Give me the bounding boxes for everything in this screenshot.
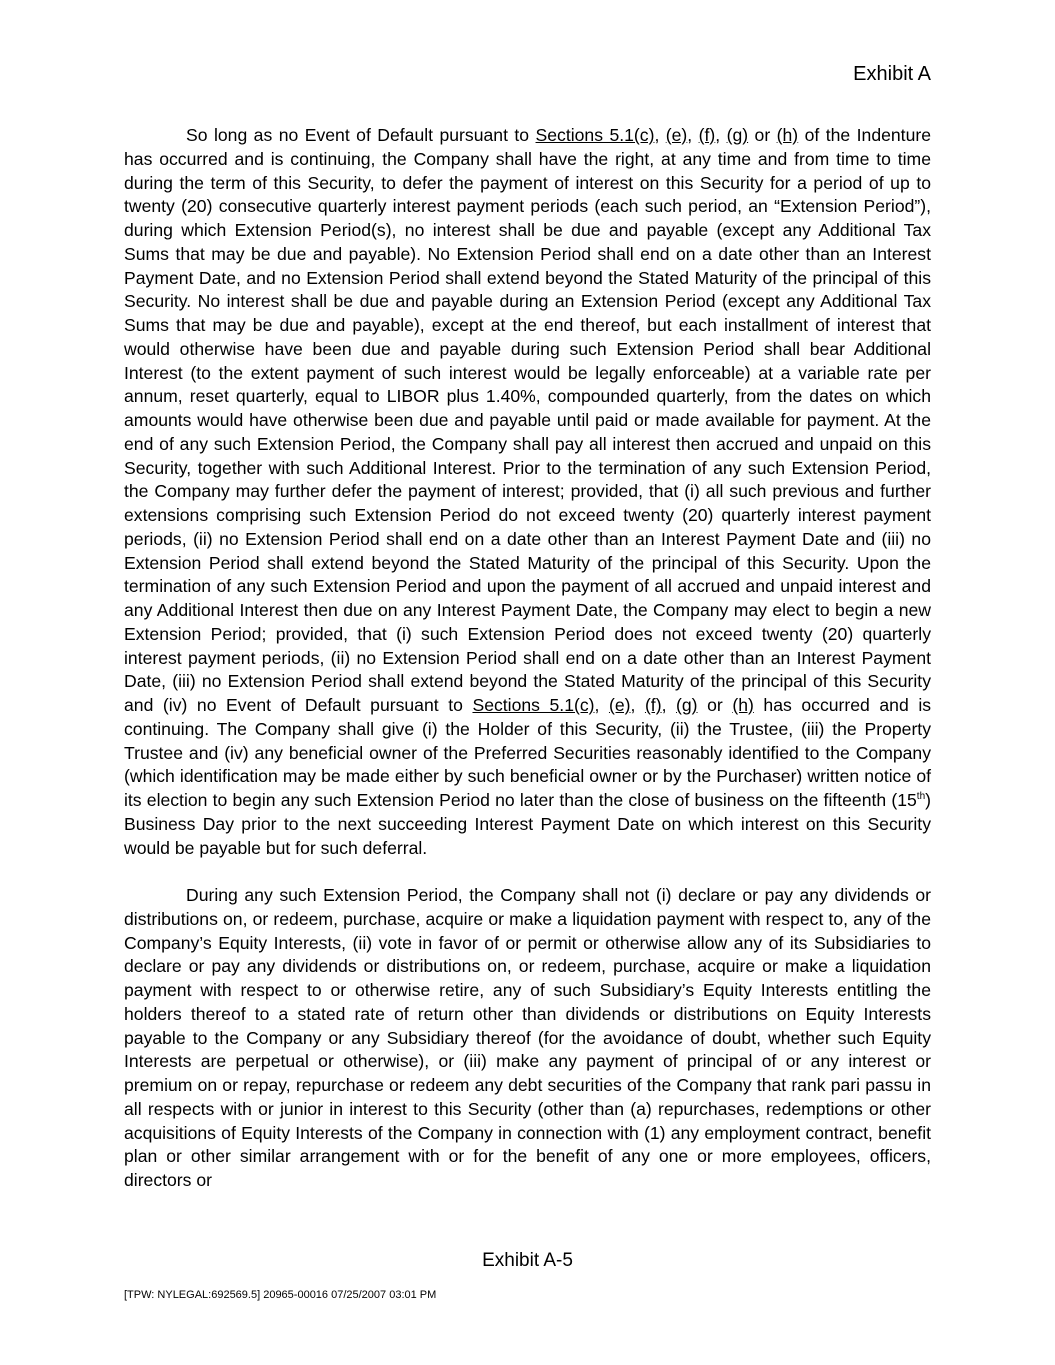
section-reference: (g) — [676, 695, 698, 715]
separator: , — [654, 125, 666, 145]
document-body — [124, 124, 931, 1193]
exhibit-header: Exhibit A — [853, 63, 931, 85]
section-reference: (h) — [732, 695, 754, 715]
section-reference: Sections 5.1(c) — [472, 695, 595, 715]
section-reference: (e) — [608, 695, 631, 715]
separator: or — [697, 695, 733, 715]
section-reference: (f) — [698, 125, 716, 145]
separator: , — [630, 695, 645, 715]
section-reference: (g) — [726, 125, 749, 145]
paragraph-text: ) Business Day prior to the next succeeding Interest Payment Date on which interest on this Security would be payable but for such deferral. — [124, 790, 931, 858]
separator: , — [715, 125, 727, 145]
separator: or — [748, 125, 777, 145]
paragraph-text: of the Indenture has occurred and is continuing, the Company shall have the right, at any time and from time to time during the term of this Security, to defer the payment of interest on this Security for a period of up to twenty (20) consecutive quarterly interest payment periods (each such period, an “Extension Period”), during which Extension Period(s), no interest shall be due and payable (except any Additional Tax Sums that may be due and payable). No Extension Period shall end on a date other than an Interest Payment Date, and no Extension Period shall extend beyond the Stated Maturity of the principal of this Security. No interest shall be due and payable during an Extension Period (except any Additional Tax Sums that may be due and payable), except at the end thereof, but each installment of interest that would otherwise have been due and payable during such Extension Period shall bear Additional Interest (to the extent payment of such interest would be legally enforceable) at a variable rate per annum, reset quarterly, equal to LIBOR plus 1.40%, compounded quarterly, from the dates on which amounts would have otherwise been due and payable until paid or made available for payment. At the end of any such Extension Period, the Company shall pay all interest then accrued and unpaid on this Security, together with such Additional Interest. Prior to the termination of any such Extension Period, the Company may further defer the payment of interest; provided, that (i) all such previous and further extensions comprising such Extension Period do not exceed twenty (20) quarterly interest payment periods, (ii) no Extension Period shall end on a date other than an Interest Payment Date and (iii) no Extension Period shall extend beyond the Stated Maturity of the principal of this Security. Upon the termination of any such Extension Period and upon the payment of all accrued and unpaid interest and any Additional Interest then due on any Interest Payment Date, the Company may elect to begin a new Extension Period; provided, that (i) such Extension Period does not exceed twenty (20) quarterly interest payment periods, (ii) no Extension Period shall end on a date other than an Interest Payment Date, (iii) no Extension Period shall extend beyond the Stated Maturity of the principal of this Security and (iv) no Event of Default pursuant to — [124, 125, 931, 715]
paragraph-restrictions: During any such Extension Period, the Company shall not (i) declare or pay any dividends or distributions on, or redeem, purchase, acquire or make a liquidation payment with respect to, any of the Company’s Equity Interests, (ii) vote in favor of or permit or otherwise allow any of its Subsidiaries to declare or pay any dividends or distributions on, or redeem, purchase, acquire or make a liquidation payment with respect to or otherwise retire, any of such Subsidiary’s Equity Interests entitling the holders thereof to a stated rate of return other than dividends or distributions on Equity Interests payable to the Company or any Subsidiary thereof (for the avoidance of doubt, whether such Equity Interests are perpetual or otherwise), or (iii) make any payment of principal of or any interest or premium on or repay, repurchase or redeem any debt securities of the Company that rank pari passu in all respects with or junior in interest to this Security (other than (a) repurchases, redemptions or other acquisitions of Equity Interests of the Company in connection with (1) any employment contract, benefit plan or other similar arrangement with or for the benefit of any one or more employees, officers, directors or — [124, 885, 931, 1190]
paragraph-extension-period — [124, 124, 931, 860]
paragraph-text: So long as no Event of Default pursuant to — [186, 125, 536, 145]
section-reference: Sections 5.1(c) — [535, 125, 655, 145]
section-reference: (f) — [644, 695, 662, 715]
separator: , — [687, 125, 699, 145]
document-reference: [TPW: NYLEGAL:692569.5] 20965-00016 07/25/2007 03:01 PM — [124, 1289, 437, 1301]
section-reference: (e) — [665, 125, 688, 145]
separator: , — [594, 695, 609, 715]
section-reference: (h) — [776, 125, 799, 145]
paragraph-text: has occurred and is continuing. The Company shall give (i) the Holder of this Security, (ii) the Trustee, (iii) the Property Trustee and (iv) any beneficial owner of the Preferred Securities reasonably identified to the Company (which identification may be made either by such beneficial owner or by the Purchaser) written notice of its election to begin any such Extension Period no later than the close of business on the fifteenth (15 — [124, 695, 932, 810]
ordinal-superscript: th — [916, 791, 926, 803]
page-number-label: Exhibit A-5 — [482, 1250, 573, 1271]
separator: , — [661, 695, 677, 715]
